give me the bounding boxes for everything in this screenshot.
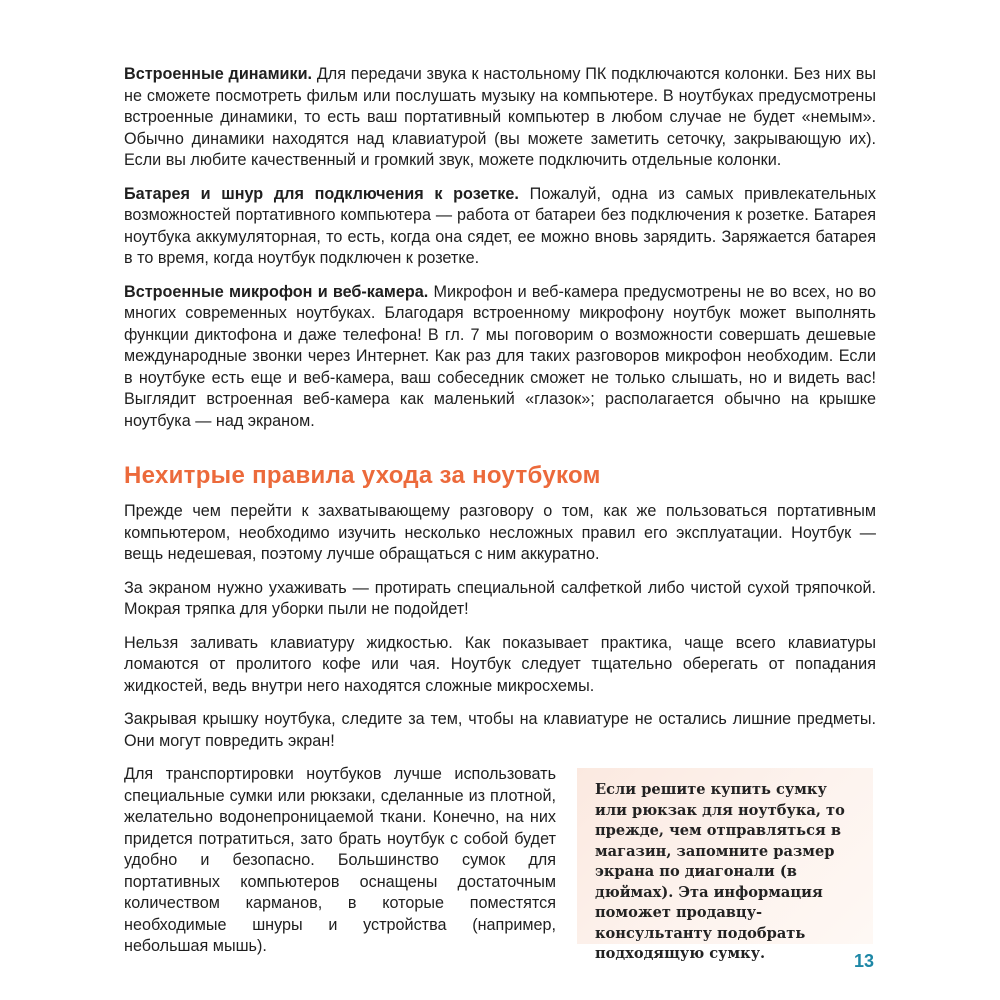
bottom-left-column: [124, 764, 556, 970]
paragraph-speakers: [124, 64, 876, 172]
term-microphone-webcam: Встроенные микрофон и веб-камера.: [124, 282, 429, 301]
paragraph-transport-bags: Для транспортировки ноутбуков лучше использовать специальные сумки или рюкзаки, сделанные из плотной, желательно водонепроницаемой ткани. Конечно, на них придется потратиться, зато брать ноутбук с собой будет удобно и безопасно. Большинство сумок для портативных компьютеров оснащены достаточным количеством карманов, в которые поместятся необходимые шнуры и устройства (например, небольшая мышь).: [124, 765, 556, 955]
paragraph-keyboard-liquid: Нельзя заливать клавиатуру жидкостью. Как показывает практика, чаще всего клавиатуры ломаются от пролитого кофе или чая. Ноутбук следует тщательно оберегать от попадания жидкостей, ведь внутри него находятся сложные микросхемы.: [124, 633, 876, 695]
paragraph-closing-lid: Закрывая крышку ноутбука, следите за тем, чтобы на клавиатуре не остались лишние предметы. Они могут повредить экран!: [124, 710, 876, 750]
bottom-section: [124, 764, 876, 964]
paragraph-battery: [124, 184, 876, 270]
tip-text: Если решите купить сумку или рюкзак для ноутбука, то прежде, чем отправляться в магазин, запомните размер экрана по диагонали (в дюймах). Эта информация поможет продавцу-консультанту подобрать подходящую сумку.: [595, 781, 845, 962]
paragraph-screen-care: За экраном нужно ухаживать — протирать специальной салфеткой либо чистой сухой тряпочкой. Мокрая тряпка для уборки пыли не подойдет!: [124, 578, 876, 618]
paragraph-care-intro: Прежде чем перейти к захватывающему разговору о том, как же пользоваться портативным компьютером, необходимо изучить несколько несложных правил его эксплуатации. Ноутбук — вещь недешевая, поэтому лучше обращаться с ним аккуратно.: [124, 502, 876, 563]
paragraph-microphone-webcam: [124, 282, 876, 433]
text-microphone-webcam: Микрофон и веб-камера предусмотрены не во всех, но во многих современных ноутбуках. Благодаря встроенному микрофону ноутбук может выполнять функции диктофона и даже телефона! В гл. 7 мы поговорим о возможности совершать дешевые международные звонки через Интернет. Как раз для таких разговоров микрофон необходим. Если в ноутбуке есть еще и веб-камера, ваш собеседник сможет не только слышать, но и видеть вас! Выглядит встроенная веб-камера как маленький «глазок»; располагается обычно на крышке ноутбука — над экраном.: [124, 282, 877, 430]
term-battery: Батарея и шнур для подключения к розетке.: [124, 184, 519, 203]
term-speakers: Встроенные динамики.: [124, 65, 313, 83]
text-speakers: Для передачи звука к настольному ПК подключаются колонки. Без них вы не сможете посмотреть фильм или послушать музыку на компьютере. В ноутбуках предусмотрены встроенные динамики, то есть ваш портативный компьютер в любом случае не будет «немым». Обычно динамики находятся над клавиатурой (вы можете заметить сеточку, закрывающую их). Если вы любите качественный и громкий звук, можете подключить отдельные колонки.: [124, 65, 876, 169]
page-number: 13: [853, 951, 874, 971]
text-battery: Пожалуй, одна из самых привлекательных возможностей портативного компьютера — работа от батареи без подключения к розетке. Батарея ноутбука аккумуляторная, то есть, когда она сядет, ее можно вновь зарядить. Заряжается батарея в то время, когда ноутбук подключен к розетке.: [124, 184, 876, 267]
page-content: [124, 64, 876, 964]
section-heading: Нехитрые правила ухода за ноутбуком: [124, 462, 601, 489]
